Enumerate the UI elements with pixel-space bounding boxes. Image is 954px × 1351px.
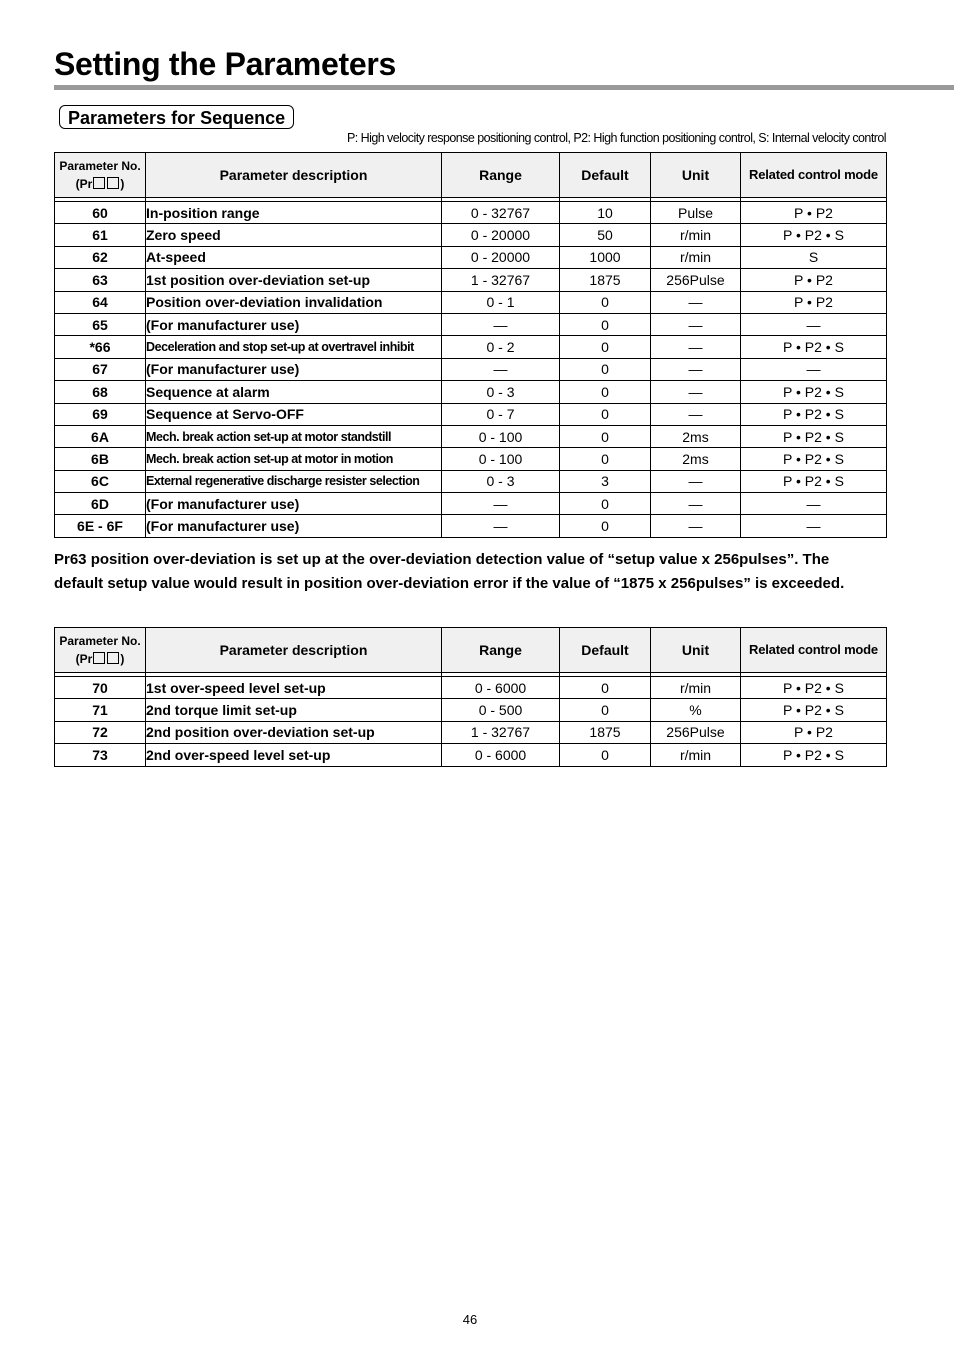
cell-default: 1000 <box>560 246 651 268</box>
cell-description: Deceleration and stop set-up at overtravel inhibit <box>146 336 442 358</box>
cell-range: 1 - 32767 <box>442 269 560 291</box>
table-header-row <box>55 628 887 673</box>
table-row <box>55 358 887 380</box>
cell-parameter-no: 70 <box>55 677 146 699</box>
cell-description: Mech. break action set-up at motor standstill <box>146 425 442 447</box>
table-row <box>55 336 887 358</box>
header-range: Range <box>442 628 560 673</box>
cell-description: 2nd position over-deviation set-up <box>146 721 442 743</box>
cell-parameter-no: 64 <box>55 291 146 313</box>
header-parameter-no-label: Parameter No. <box>59 159 141 173</box>
cell-control-mode: P • P2 • S <box>741 744 887 766</box>
cell-unit: r/min <box>651 677 741 699</box>
header-description: Parameter description <box>146 628 442 673</box>
cell-range: — <box>442 313 560 335</box>
cell-range: — <box>442 358 560 380</box>
cell-parameter-no: 68 <box>55 381 146 403</box>
cell-parameter-no: 72 <box>55 721 146 743</box>
cell-control-mode: P • P2 • S <box>741 470 887 492</box>
cell-parameter-no: 6B <box>55 448 146 470</box>
cell-default: 10 <box>560 202 651 224</box>
cell-default: 0 <box>560 448 651 470</box>
cell-parameter-no: 6A <box>55 425 146 447</box>
cell-control-mode: — <box>741 493 887 515</box>
cell-description: 2nd torque limit set-up <box>146 699 442 721</box>
cell-default: 0 <box>560 493 651 515</box>
table-row <box>55 403 887 425</box>
header-pr-suffix: ) <box>120 652 125 666</box>
header-parameter-no-label: Parameter No. <box>59 634 141 648</box>
cell-range: 0 - 3 <box>442 381 560 403</box>
header-description: Parameter description <box>146 153 442 198</box>
cell-unit: 2ms <box>651 448 741 470</box>
cell-control-mode: P • P2 <box>741 291 887 313</box>
cell-control-mode: P • P2 <box>741 721 887 743</box>
parameter-table-1 <box>54 152 887 538</box>
cell-range: — <box>442 493 560 515</box>
cell-range: 0 - 6000 <box>442 744 560 766</box>
cell-parameter-no: 73 <box>55 744 146 766</box>
cell-control-mode: — <box>741 358 887 380</box>
cell-description: (For manufacturer use) <box>146 358 442 380</box>
cell-parameter-no: 6C <box>55 470 146 492</box>
cell-range: 1 - 32767 <box>442 721 560 743</box>
cell-parameter-no: 6E - 6F <box>55 515 146 537</box>
cell-parameter-no: 6D <box>55 493 146 515</box>
cell-control-mode: — <box>741 515 887 537</box>
cell-control-mode: S <box>741 246 887 268</box>
cell-unit: 2ms <box>651 425 741 447</box>
cell-range: 0 - 500 <box>442 699 560 721</box>
table-row <box>55 269 887 291</box>
cell-default: 0 <box>560 358 651 380</box>
table-row <box>55 470 887 492</box>
cell-range: — <box>442 515 560 537</box>
title-rule <box>54 85 954 90</box>
cell-parameter-no: 65 <box>55 313 146 335</box>
cell-default: 0 <box>560 403 651 425</box>
header-control-mode: Related control mode <box>741 153 887 198</box>
table-row <box>55 677 887 699</box>
table-header-row <box>55 153 887 198</box>
over-deviation-note: Pr63 position over-deviation is set up at the over-deviation detection value of “setup value x 256pulses”. The default setup value would result in position over-deviation error if the value of “1875 x 256pulses” is exceeded. <box>54 551 845 592</box>
cell-unit: — <box>651 493 741 515</box>
cell-range: 0 - 32767 <box>442 202 560 224</box>
cell-description: External regenerative discharge resister selection <box>146 470 442 492</box>
cell-control-mode: — <box>741 313 887 335</box>
cell-unit: r/min <box>651 246 741 268</box>
cell-description: Zero speed <box>146 224 442 246</box>
page-number: 46 <box>462 1312 478 1327</box>
cell-range: 0 - 7 <box>442 403 560 425</box>
table-row <box>55 721 887 743</box>
cell-unit: — <box>651 291 741 313</box>
placeholder-box-icon <box>93 177 105 189</box>
cell-default: 0 <box>560 515 651 537</box>
cell-range: 0 - 20000 <box>442 224 560 246</box>
header-unit: Unit <box>651 153 741 198</box>
table-row <box>55 381 887 403</box>
cell-default: 1875 <box>560 721 651 743</box>
cell-parameter-no: 62 <box>55 246 146 268</box>
table-row <box>55 425 887 447</box>
cell-description: (For manufacturer use) <box>146 493 442 515</box>
cell-control-mode: P • P2 • S <box>741 403 887 425</box>
cell-default: 0 <box>560 744 651 766</box>
table-row <box>55 448 887 470</box>
cell-range: 0 - 1 <box>442 291 560 313</box>
cell-parameter-no: *66 <box>55 336 146 358</box>
header-pr-suffix: ) <box>120 177 125 191</box>
cell-range: 0 - 6000 <box>442 677 560 699</box>
cell-parameter-no: 60 <box>55 202 146 224</box>
cell-unit: 256Pulse <box>651 721 741 743</box>
cell-control-mode: P • P2 • S <box>741 224 887 246</box>
cell-parameter-no: 63 <box>55 269 146 291</box>
cell-parameter-no: 67 <box>55 358 146 380</box>
header-parameter-no <box>55 153 146 198</box>
cell-description: (For manufacturer use) <box>146 515 442 537</box>
table-row <box>55 202 887 224</box>
cell-default: 3 <box>560 470 651 492</box>
table-row <box>55 291 887 313</box>
cell-default: 1875 <box>560 269 651 291</box>
cell-unit: % <box>651 699 741 721</box>
cell-parameter-no: 61 <box>55 224 146 246</box>
table-row <box>55 493 887 515</box>
cell-control-mode: P • P2 • S <box>741 677 887 699</box>
cell-range: 0 - 100 <box>442 448 560 470</box>
control-mode-legend: P: High velocity response positioning control, P2: High function positioning control, S: Internal velocity control <box>346 131 886 145</box>
table-row <box>55 515 887 537</box>
cell-unit: — <box>651 358 741 380</box>
placeholder-box-icon <box>107 652 119 664</box>
cell-unit: — <box>651 313 741 335</box>
header-range: Range <box>442 153 560 198</box>
cell-description: (For manufacturer use) <box>146 313 442 335</box>
cell-control-mode: P • P2 • S <box>741 336 887 358</box>
cell-control-mode: P • P2 • S <box>741 381 887 403</box>
header-parameter-no <box>55 628 146 673</box>
header-pr-prefix: (Pr <box>75 652 93 666</box>
placeholder-box-icon <box>93 652 105 664</box>
cell-default: 0 <box>560 291 651 313</box>
cell-description: In-position range <box>146 202 442 224</box>
cell-unit: — <box>651 403 741 425</box>
cell-unit: — <box>651 515 741 537</box>
section-label: Parameters for Sequence <box>59 105 294 129</box>
cell-description: Sequence at Servo-OFF <box>146 403 442 425</box>
cell-range: 0 - 2 <box>442 336 560 358</box>
header-pr-prefix: (Pr <box>75 177 93 191</box>
cell-range: 0 - 3 <box>442 470 560 492</box>
cell-control-mode: P • P2 • S <box>741 448 887 470</box>
table-row <box>55 744 887 766</box>
cell-default: 0 <box>560 425 651 447</box>
cell-default: 0 <box>560 699 651 721</box>
cell-description: 1st over-speed level set-up <box>146 677 442 699</box>
cell-default: 0 <box>560 677 651 699</box>
cell-default: 0 <box>560 336 651 358</box>
cell-default: 0 <box>560 381 651 403</box>
cell-description: Mech. break action set-up at motor in motion <box>146 448 442 470</box>
table-row <box>55 246 887 268</box>
cell-default: 50 <box>560 224 651 246</box>
header-control-mode: Related control mode <box>741 628 887 673</box>
cell-control-mode: P • P2 • S <box>741 425 887 447</box>
cell-description: At-speed <box>146 246 442 268</box>
page-title: Setting the Parameters <box>54 46 396 82</box>
cell-description: 1st position over-deviation set-up <box>146 269 442 291</box>
table-row <box>55 699 887 721</box>
cell-unit: Pulse <box>651 202 741 224</box>
header-unit: Unit <box>651 628 741 673</box>
cell-description: Position over-deviation invalidation <box>146 291 442 313</box>
cell-unit: 256Pulse <box>651 269 741 291</box>
header-default: Default <box>560 628 651 673</box>
cell-unit: — <box>651 381 741 403</box>
cell-unit: r/min <box>651 224 741 246</box>
cell-default: 0 <box>560 313 651 335</box>
cell-control-mode: P • P2 • S <box>741 699 887 721</box>
table-row <box>55 224 887 246</box>
cell-unit: — <box>651 470 741 492</box>
table-row <box>55 313 887 335</box>
cell-control-mode: P • P2 <box>741 269 887 291</box>
cell-range: 0 - 20000 <box>442 246 560 268</box>
cell-parameter-no: 71 <box>55 699 146 721</box>
cell-range: 0 - 100 <box>442 425 560 447</box>
cell-unit: r/min <box>651 744 741 766</box>
cell-control-mode: P • P2 <box>741 202 887 224</box>
cell-description: Sequence at alarm <box>146 381 442 403</box>
cell-description: 2nd over-speed level set-up <box>146 744 442 766</box>
placeholder-box-icon <box>107 177 119 189</box>
cell-unit: — <box>651 336 741 358</box>
header-default: Default <box>560 153 651 198</box>
cell-parameter-no: 69 <box>55 403 146 425</box>
parameter-table-2 <box>54 627 887 767</box>
